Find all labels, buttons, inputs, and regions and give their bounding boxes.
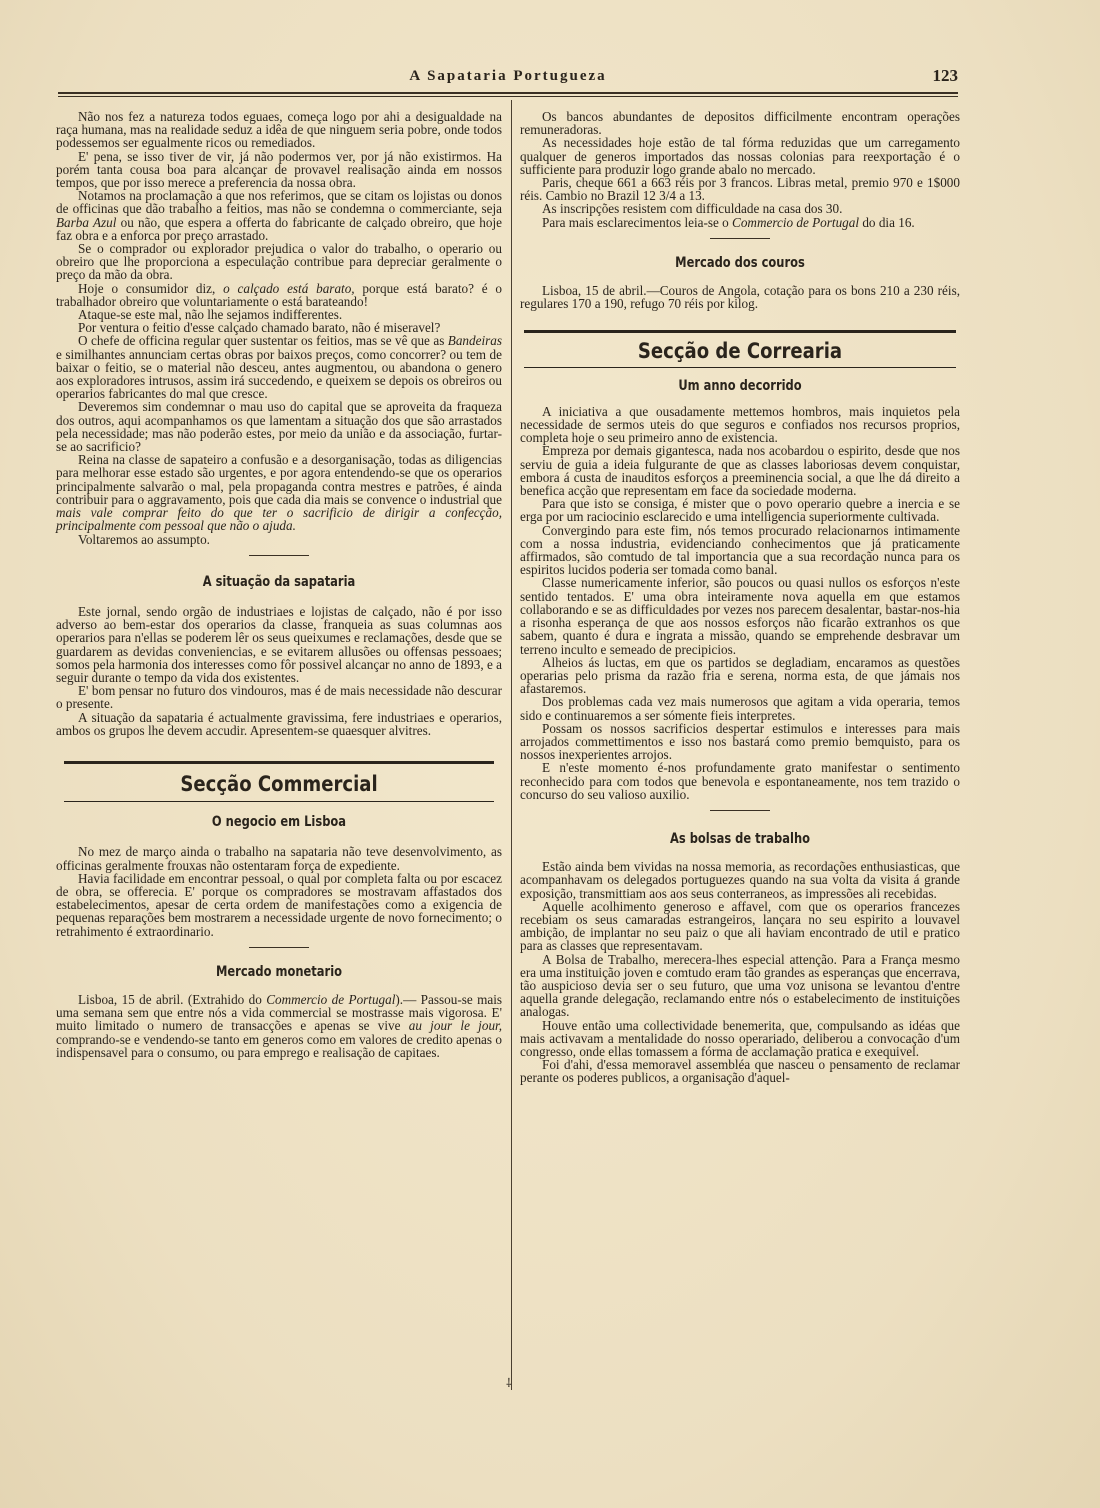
header-rule [58,92,958,94]
page-number: 123 [932,66,958,85]
paragraph: Paris, cheque 661 a 663 réis por 3 francos. Libras metal, premio 970 e 1$000 réis. Cambio no Brazil 12 3/4 a 13. [520,175,960,204]
paragraph: Convergindo para este fim, nós temos procurado relacionarnos intimamente com a nossa industria, evidenciando conhecimentos que já praticamente affirmados, são comtudo de tal importancia que a sua recordação nunca para os espiritos lucidos poderia ser tomada como banal. [520,522,960,578]
paragraph: Hoje o consumidor diz, o calçado está barato, porque está barato? é o trabalhador obreiro que voluntariamente o está barateando! [56,280,502,309]
paragraph: Havia facilidade em encontrar pessoal, o qual por completa falta ou por escacez de obra, se offerecia. E' porque os compradores se mostravam affastados dos estabelecimentos, apesar de certa ordem de manifestações como a exigencia de pequenas reparações bem mostrarem a necessidade urgente de novo fornecimento; o retrahimento é extraordinario. [56,870,502,939]
left-column [56,110,502,1059]
column-end-ornament-icon: ⸸ [506,1376,512,1390]
paragraph: Houve então uma collectividade benemerita, que, compulsando as idéas que mais activavam a mentalidade do nosso operariado, deliberou a convocação d'um congresso, onde ellas tomassem a fórma de acclamação pratica e exequivel. [520,1017,960,1059]
heading-monetario: Mercado monetario [215,963,343,980]
running-title: A Sapataria Portugueza [409,68,607,84]
paragraph: A situação da sapataria é actualmente gravissima, fere industriaes e operarios, ambos os grupos lhe devem accudir. Apresentem-se quaesquer alvitres. [56,709,502,738]
heading-situacao: A situação da sapataria [202,573,356,590]
paragraph: O chefe de officina regular quer sustentar os feitios, mas se vê que as Bandeiras e similhantes annunciam certas obras por baixos preços, como concorrer? ou tem de baixar o feitio, se o material não desceu, antes augmentou, ou abandona o genero aos exploradores intrusos, assim irá succedendo, e queixem se depois os obreiros ou operarios fabricantes do mal que cresce. [56,333,502,402]
paragraph: E' bom pensar no futuro dos vindouros, mas é de mais necessidade não descurar o presente. [56,683,502,712]
paragraph: Classe numericamente inferior, são poucos ou quasi nullos os esforços n'este sentido tentados. E' uma obra inteiramente nova aquella em que estamos collaborando e se as difficuldades por vezes nos parecem desalentar, bastar-nos-hia a risonha esperança de que aos nossos esforços não ficarão extranhos os que sabem, quanto é dura e ingrata a missão, quando se emprehende desbravar um terreno inculto e semeado de precipicios. [520,575,960,657]
paragraph: E' pena, se isso tiver de vir, já não podermos ver, por já não existirmos. Ha porém tanta cousa boa para alcançar de provavel realisação ainda em nossos tempos, que por isso merece a preferencia da nossa obra. [56,148,502,191]
paragraph: As inscripções resistem com difficuldade na casa dos 30. [542,201,843,217]
section-rule-thin [64,801,494,802]
running-head [58,66,958,90]
paragraph: Alheios ás luctas, em que os partidos se degladiam, encaramos as questões operarias pelo prisma da razão fria e serena, norma esta, de que jámais nos afastaremos. [520,654,960,697]
heading-couros: Mercado dos couros [675,254,805,271]
paragraph: As necessidades hoje estão de tal fórma reduzidas que um carregamento qualquer de generos importados das nossas colonias para reexportação é o sufficiente para produzir logo grande abalo no mercado. [520,135,960,177]
header-rule-thin [58,96,958,97]
paragraph: Voltaremos ao assumpto. [78,531,210,547]
paragraph: Foi d'ahi, d'essa memoravel assembléa que nasceu o pensamento de reclamar perante os poderes publicos, a organisação d'aquel- [520,1057,960,1086]
heading-commercial: Secção Commercial [180,771,378,796]
section-rule [64,761,494,764]
paragraph: Aquelle acolhimento generoso e affavel, com que os operarios francezes recebiam os seus camaradas estrangeiros, lançara no seu espirito a louvavel ambição, de implantar no seu paiz o que ali haviam encontrado de util e pratico para as classes que representavam. [520,898,960,954]
paragraph: Se o comprador ou explorador prejudica o valor do trabalho, o operario ou obreiro que lhe proporciona a especulação contribue para depreciar geralmente o preço da mão da obra. [56,241,502,283]
paragraph: No mez de março ainda o trabalho na sapataria não teve desenvolvimento, as officinas geralmente frouxas não ostentaram força de expediente. [56,844,502,873]
paragraph: Ataque-se este mal, não lhe sejamos indifferentes. [78,307,343,323]
paragraph: Empreza por demais gigantesca, nada nos acobardou o espirito, desde que nos serviu de guia a ideia fulgurante de que as classes laboriosas devem conquistar, embora á custa de inauditos esforços a preeminencia social, a que lhe dá direito a benefica acção que representam em face da sociedade moderna. [520,443,960,499]
paragraph: A iniciativa a que ousadamente mettemos hombros, mais inquietos pela necessidade de sermos uteis do que seguros e confiados nos recursos proprios, completa hoje o seu primeiro anno de existencia. [520,403,960,446]
paragraph: Notamos na proclamação a que nos referimos, que se citam os lojistas ou donos de officinas que dão trabalho a feitios, mas não se condemna o commerciante, seja Barba Azul ou não, que espera a offerta do fabricante de calçado obreiro, que hoje faz obra e a enforca por preço arrastado. [56,188,502,243]
section-rule [524,330,956,333]
right-column [520,110,960,1085]
heading-negocio: O negocio em Lisboa [211,814,347,831]
paragraph: Para que isto se consiga, é mister que o povo operario quebre a inercia e se erga por um raciocinio esclarecido e uma intelligencia superiormente cultivada. [520,496,960,525]
paragraph: Reina na classe de sapateiro a confusão e a desorganisação, todas as diligencias para melhorar esse estado são urgentes, e por agora entendendo-se que os operarios principalmente salvarão o mal, pela propaganda contra mestres e patrões, é ainda contribuir para o aggravamento, pois que cada dia mais se convence o industrial que mais vale comprar feito do que ter o sacrificio de dirigir a confecção, principalmente com pessoal que não o ajuda. [56,452,502,534]
paragraph: Dos problemas cada vez mais numerosos que agitam a vida operaria, temos sido e continuaremos a ser sómente fieis interpretes. [520,694,960,723]
paragraph: Não nos fez a natureza todos eguaes, começa logo por ahi a desigualdade na raça humana, mas na realidade seduz a idêa de que ninguem seria pobre, onde todos podessemos ser egualmente ricos ou remediados. [56,109,502,151]
paragraph: Deveremos sim condemnar o mau uso do capital que se aproveita da fraqueza dos outros, aqui acompanhamos os que lamentam a situação dos que são arrastados pela necessidade; mas não poderão estes, por meio da união e da associação, furtar-se ao sacrificio? [56,399,502,455]
short-rule [710,810,770,811]
short-rule [249,555,309,556]
heading-anno: Um anno decorrido [678,377,802,394]
paragraph: Por ventura o feitio d'esse calçado chamado barato, não é miseravel? [78,320,441,336]
heading-bolsas: As bolsas de trabalho [669,830,811,847]
paragraph: Os bancos abundantes de depositos difficilmente encontram operações remuneradoras. [520,109,960,138]
paragraph: A Bolsa de Trabalho, merecera-lhes especial attenção. Para a França mesmo era uma instituição joven e comtudo eram tão grandes as esperanças que encerrava, tão auspicioso devia ser o seu futuro, que uma voz unisona se levantou d'entre aquella grande delegação, reclamando entre nós o estabelecimento de instituições analogas. [520,951,960,1020]
heading-correaria: Secção de Correaria [637,339,843,364]
paragraph: Estão ainda bem vividas na nossa memoria, as recordações enthusiasticas, que acompanhavam os delegados portuguezes quando na sua volta da visita á grande exposição, transmittiam aos aos seus conterraneos, as impressões ali recebidas. [520,859,960,901]
short-rule [249,947,309,948]
paragraph: E n'este momento é-nos profundamente grato manifestar o sentimento reconhecido para com todos que benevola e espontaneamente, nos tem trazido o concurso do seu valioso auxilio. [520,760,960,802]
paragraph: Possam os nossos sacrificios despertar estimulos e interesses para mais arrojados commettimentos e isso nos bastará como premio bemquisto, para os nossos inexperientes arrojos. [520,720,960,763]
paragraph: Este jornal, sendo orgão de industriaes e lojistas de calçado, não é por isso adverso ao bem-estar dos operarios da classe, franqueia as suas columnas aos operarios para n'ellas se poderem lêr os seus queixumes e reclamações, desde que se guardarem as devidas conveniencias, e se evitarem allusões ou offensas pessoaes; somos pela harmonia dos interesses como fôr possivel alcançar no anno de 1893, e a seguir durante o tempo da vida dos existentes. [56,603,502,685]
section-rule-thin [524,367,956,368]
column-divider [511,100,512,1390]
paragraph: Lisboa, 15 de abril.—Couros de Angola, cotação para os bons 210 a 230 réis, regulares 170 a 190, refugo 70 réis por kilog. [520,283,960,312]
paragraph: Para mais esclarecimentos leia-se o Commercio de Portugal do dia 16. [542,214,915,230]
short-rule [710,238,770,239]
paragraph: Lisboa, 15 de abril. (Extrahido do Commercio de Portugal).— Passou-se mais uma semana sem que entre nós a vida commercial se mostrasse mais vigorosa. E' muito limitado o numero de transacções e apenas se vive au jour le jour, comprando-se e vendendo-se tanto em generos como em valores de credito apenas o indispensavel para o consumo, ou para emprego e realisação de capitaes. [56,991,503,1060]
